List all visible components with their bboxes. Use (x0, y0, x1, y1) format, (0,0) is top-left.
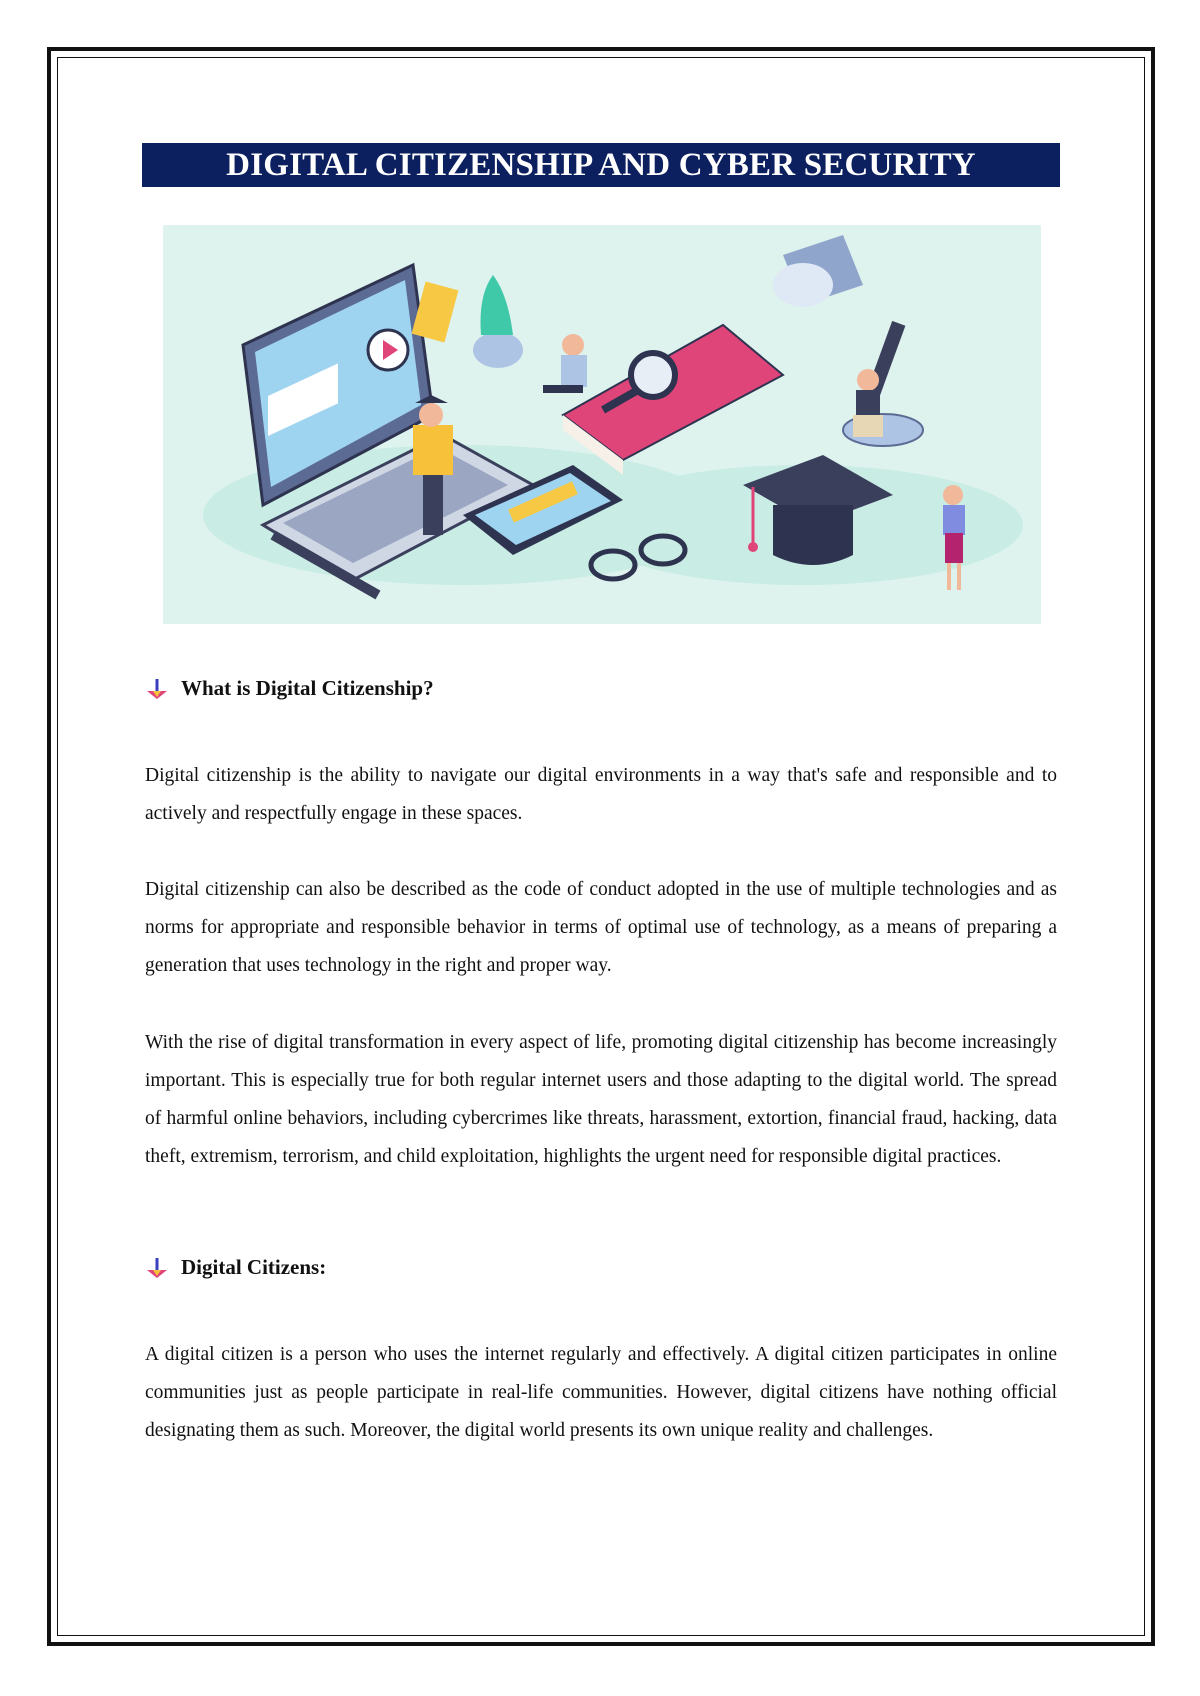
section-heading-text: Digital Citizens: (181, 1255, 327, 1279)
section-heading (145, 1255, 326, 1280)
digital-citizenship-illustration (163, 225, 1041, 624)
section-heading (145, 676, 434, 701)
arrow-down-icon (145, 1256, 169, 1280)
paragraph: With the rise of digital transformation in every aspect of life, promoting digital citizenship has become increasingly important. This is especially true for both regular internet users and those adapting to the digital world. The spread of harmful online behaviors, including cybercrimes like threats, harassment, extortion, financial fraud, hacking, data theft, extremism, terrorism, and child exploitation, highlights the urgent need for responsible digital practices. (145, 1032, 1057, 1167)
paragraph: A digital citizen is a person who uses the internet regularly and effectively. A digital citizen participates in online communities just as people participate in real-life communities. However, digital citizens have nothing official designating them as such. Moreover, the digital world presents its own unique reality and challenges. (145, 1344, 1057, 1441)
arrow-down-icon (145, 677, 169, 701)
document-title: DIGITAL CITIZENSHIP AND CYBER SECURITY (142, 143, 1060, 187)
paragraph: Digital citizenship is the ability to navigate our digital environments in a way that's safe and responsible and to actively and respectfully engage in these spaces. (145, 765, 1057, 824)
paragraph: Digital citizenship can also be described as the code of conduct adopted in the use of multiple technologies and as norms for appropriate and responsible behavior in terms of optimal use of technology, as a means of preparing a generation that uses technology in the right and proper way. (145, 879, 1057, 976)
section-heading-text: What is Digital Citizenship? (181, 676, 434, 700)
